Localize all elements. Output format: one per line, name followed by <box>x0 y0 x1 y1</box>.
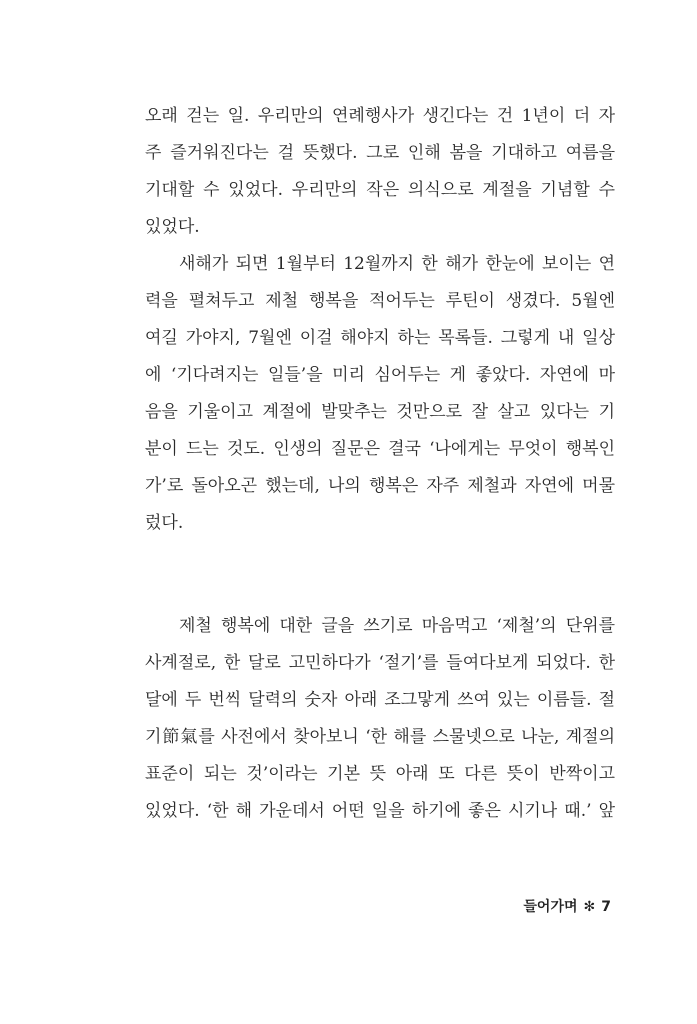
text-line: 음을 기울이고 계절에 발맞추는 것만으로 잘 살고 있다는 기 <box>145 402 615 422</box>
paragraph-1 <box>145 98 615 246</box>
text-line: 있었다. ‘한 해 가운데서 어떤 일을 하기에 좋은 시기나 때.’ 앞 <box>145 801 615 821</box>
text-line: 제철 행복에 대한 글을 쓰기로 마음먹고 ‘제철’의 단위를 <box>179 616 615 636</box>
text-line: 새해가 되면 1월부터 12월까지 한 해가 한눈에 보이는 연 <box>179 254 615 274</box>
text-line: 주 즐거워진다는 걸 뜻했다. 그로 인해 봄을 기대하고 여름을 <box>145 143 615 163</box>
text-line: 있었다. <box>145 217 200 237</box>
text-line: 기節氣를 사전에서 찾아보니 ‘한 해를 스물넷으로 나눈, 계절의 <box>145 727 615 747</box>
text-line: 표준이 되는 것’이라는 기본 뜻 아래 또 다른 뜻이 반짝이고 <box>145 764 615 784</box>
text-line: 분이 드는 것도. 인생의 질문은 결국 ‘나에게는 무엇이 행복인 <box>145 439 615 459</box>
text-line: 렀다. <box>145 513 184 533</box>
paragraph-2 <box>145 246 615 542</box>
text-line: 오래 걷는 일. 우리만의 연례행사가 생긴다는 건 1년이 더 자 <box>145 106 615 126</box>
text-line: 여길 가야지, 7월엔 이걸 해야지 하는 목록들. 그렇게 내 일상 <box>145 328 615 348</box>
text-line: 에 ‘기다려지는 일들’을 미리 심어두는 게 좋았다. 자연에 마 <box>145 365 615 385</box>
chapter-title: 들어가며 <box>523 899 578 915</box>
page-footer <box>523 896 611 916</box>
text-line: 력을 펼쳐두고 제철 행복을 적어두는 루틴이 생겼다. 5월엔 <box>145 291 615 311</box>
text-line: 사계절로, 한 달로 고민하다가 ‘절기’를 들여다보게 되었다. 한 <box>145 653 615 673</box>
text-line: 기대할 수 있었다. 우리만의 작은 의식으로 계절을 기념할 수 <box>145 180 615 200</box>
paragraph-3 <box>145 608 615 830</box>
text-line: 가’로 돌아오곤 했는데, 나의 행복은 자주 제철과 자연에 머물 <box>145 476 615 496</box>
separator-icon: ✻ <box>583 899 596 915</box>
page-number: 7 <box>601 899 611 915</box>
text-line: 달에 두 번씩 달력의 숫자 아래 조그맣게 쓰여 있는 이름들. 절 <box>145 690 615 710</box>
